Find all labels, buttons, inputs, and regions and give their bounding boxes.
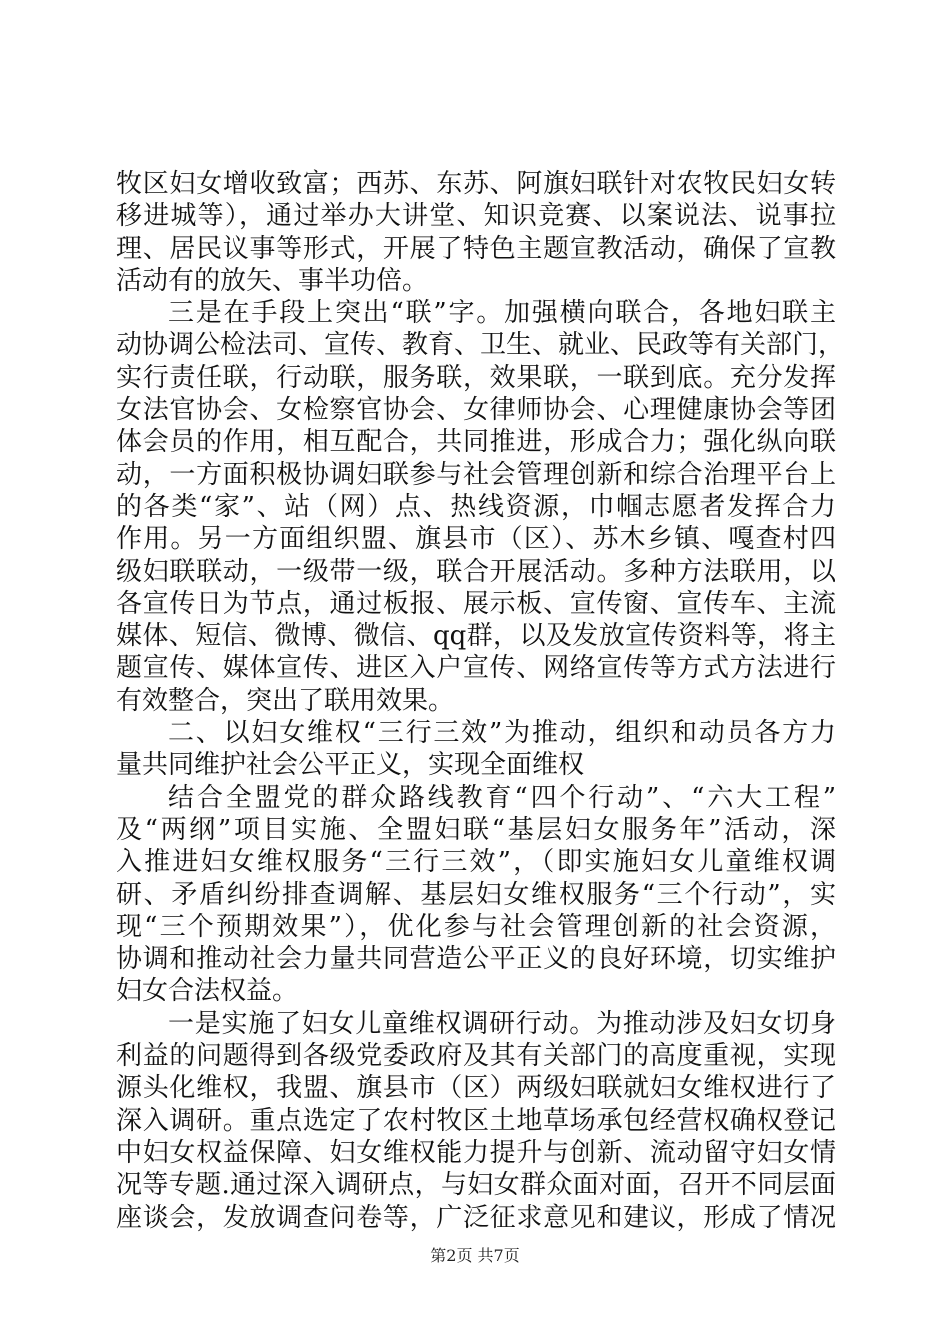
text-line: 媒体、短信、微博、微信、qq群，以及发放宣传资料等，将主 xyxy=(116,621,836,652)
text-line: 及“两纲”项目实施、全盟妇联“基层妇女服务年”活动，深 xyxy=(116,814,836,845)
text-line: 现“三个预期效果”），优化参与社会管理创新的社会资源， xyxy=(116,911,836,942)
text-line: 移进城等），通过举办大讲堂、知识竞赛、以案说法、说事拉 xyxy=(116,201,836,232)
text-line: 题宣传、媒体宣传、进区入户宣传、网络宣传等方式方法进行 xyxy=(116,653,836,684)
text-line: 量共同维护社会公平正义，实现全面维权 xyxy=(116,750,585,781)
text-line: 活动有的放矢、事半功倍。 xyxy=(116,265,429,296)
text-line: 二、以妇女维权“三行三效”为推动，组织和动员各方力 xyxy=(168,718,836,749)
text-line: 入推进妇女维权服务“三行三效”，（即实施妇女儿童维权调 xyxy=(116,847,836,878)
text-line: 协调和推动社会力量共同营造公平正义的良好环境，切实维护 xyxy=(116,944,836,975)
text-line: 座谈会，发放调查问卷等，广泛征求意见和建议，形成了情况 xyxy=(116,1202,836,1233)
text-line: 各宣传日为节点，通过板报、展示板、宣传窗、宣传车、主流 xyxy=(116,588,836,619)
text-line: 体会员的作用，相互配合，共同推进，形成合力；强化纵向联 xyxy=(116,427,836,458)
text-line: 实行责任联，行动联，服务联，效果联，一联到底。充分发挥 xyxy=(116,362,836,393)
text-line: 动协调公检法司、宣传、教育、卫生、就业、民政等有关部门， xyxy=(116,330,845,361)
text-line: 结合全盟党的群众路线教育“四个行动”、“六大工程” xyxy=(168,782,836,813)
text-line: 三是在手段上突出“联”字。加强横向联合，各地妇联主 xyxy=(168,298,836,329)
text-line: 的各类“家”、站（网）点、热线资源，巾帼志愿者发挥合力 xyxy=(116,491,836,522)
text-line: 中妇女权益保障、妇女维权能力提升与创新、流动留守妇女情 xyxy=(116,1137,836,1168)
document-body xyxy=(116,168,845,1234)
text-line: 况等专题.通过深入调研点，与妇女群众面对面，召开不同层面 xyxy=(116,1170,836,1201)
page-footer: 第2页 共7页 xyxy=(430,1246,520,1265)
text-line: 研、矛盾纠纷排查调解、基层妇女维权服务“三个行动”，实 xyxy=(116,879,836,910)
text-line: 理、居民议事等形式，开展了特色主题宣教活动，确保了宣教 xyxy=(116,233,836,264)
text-line: 一是实施了妇女儿童维权调研行动。为推动涉及妇女切身 xyxy=(168,1008,836,1039)
text-line: 源头化维权，我盟、旗县市（区）两级妇联就妇女维权进行了 xyxy=(116,1073,836,1104)
text-line: 作用。另一方面组织盟、旗县市（区）、苏木乡镇、嘎查村四 xyxy=(116,524,836,555)
text-line: 深入调研。重点选定了农村牧区土地草场承包经营权确权登记 xyxy=(116,1105,836,1136)
text-line: 女法官协会、女检察官协会、女律师协会、心理健康协会等团 xyxy=(116,395,836,426)
text-line: 利益的问题得到各级党委政府及其有关部门的高度重视，实现 xyxy=(116,1041,836,1072)
text-line: 牧区妇女增收致富；西苏、东苏、阿旗妇联针对农牧民妇女转 xyxy=(116,169,836,199)
text-line: 有效整合，突出了联用效果。 xyxy=(116,685,455,716)
text-line: 级妇联联动，一级带一级，联合开展活动。多种方法联用，以 xyxy=(116,556,836,587)
text-line: 动，一方面积极协调妇联参与社会管理创新和综合治理平台上 xyxy=(116,459,836,490)
text-line: 妇女合法权益。 xyxy=(116,976,299,1007)
